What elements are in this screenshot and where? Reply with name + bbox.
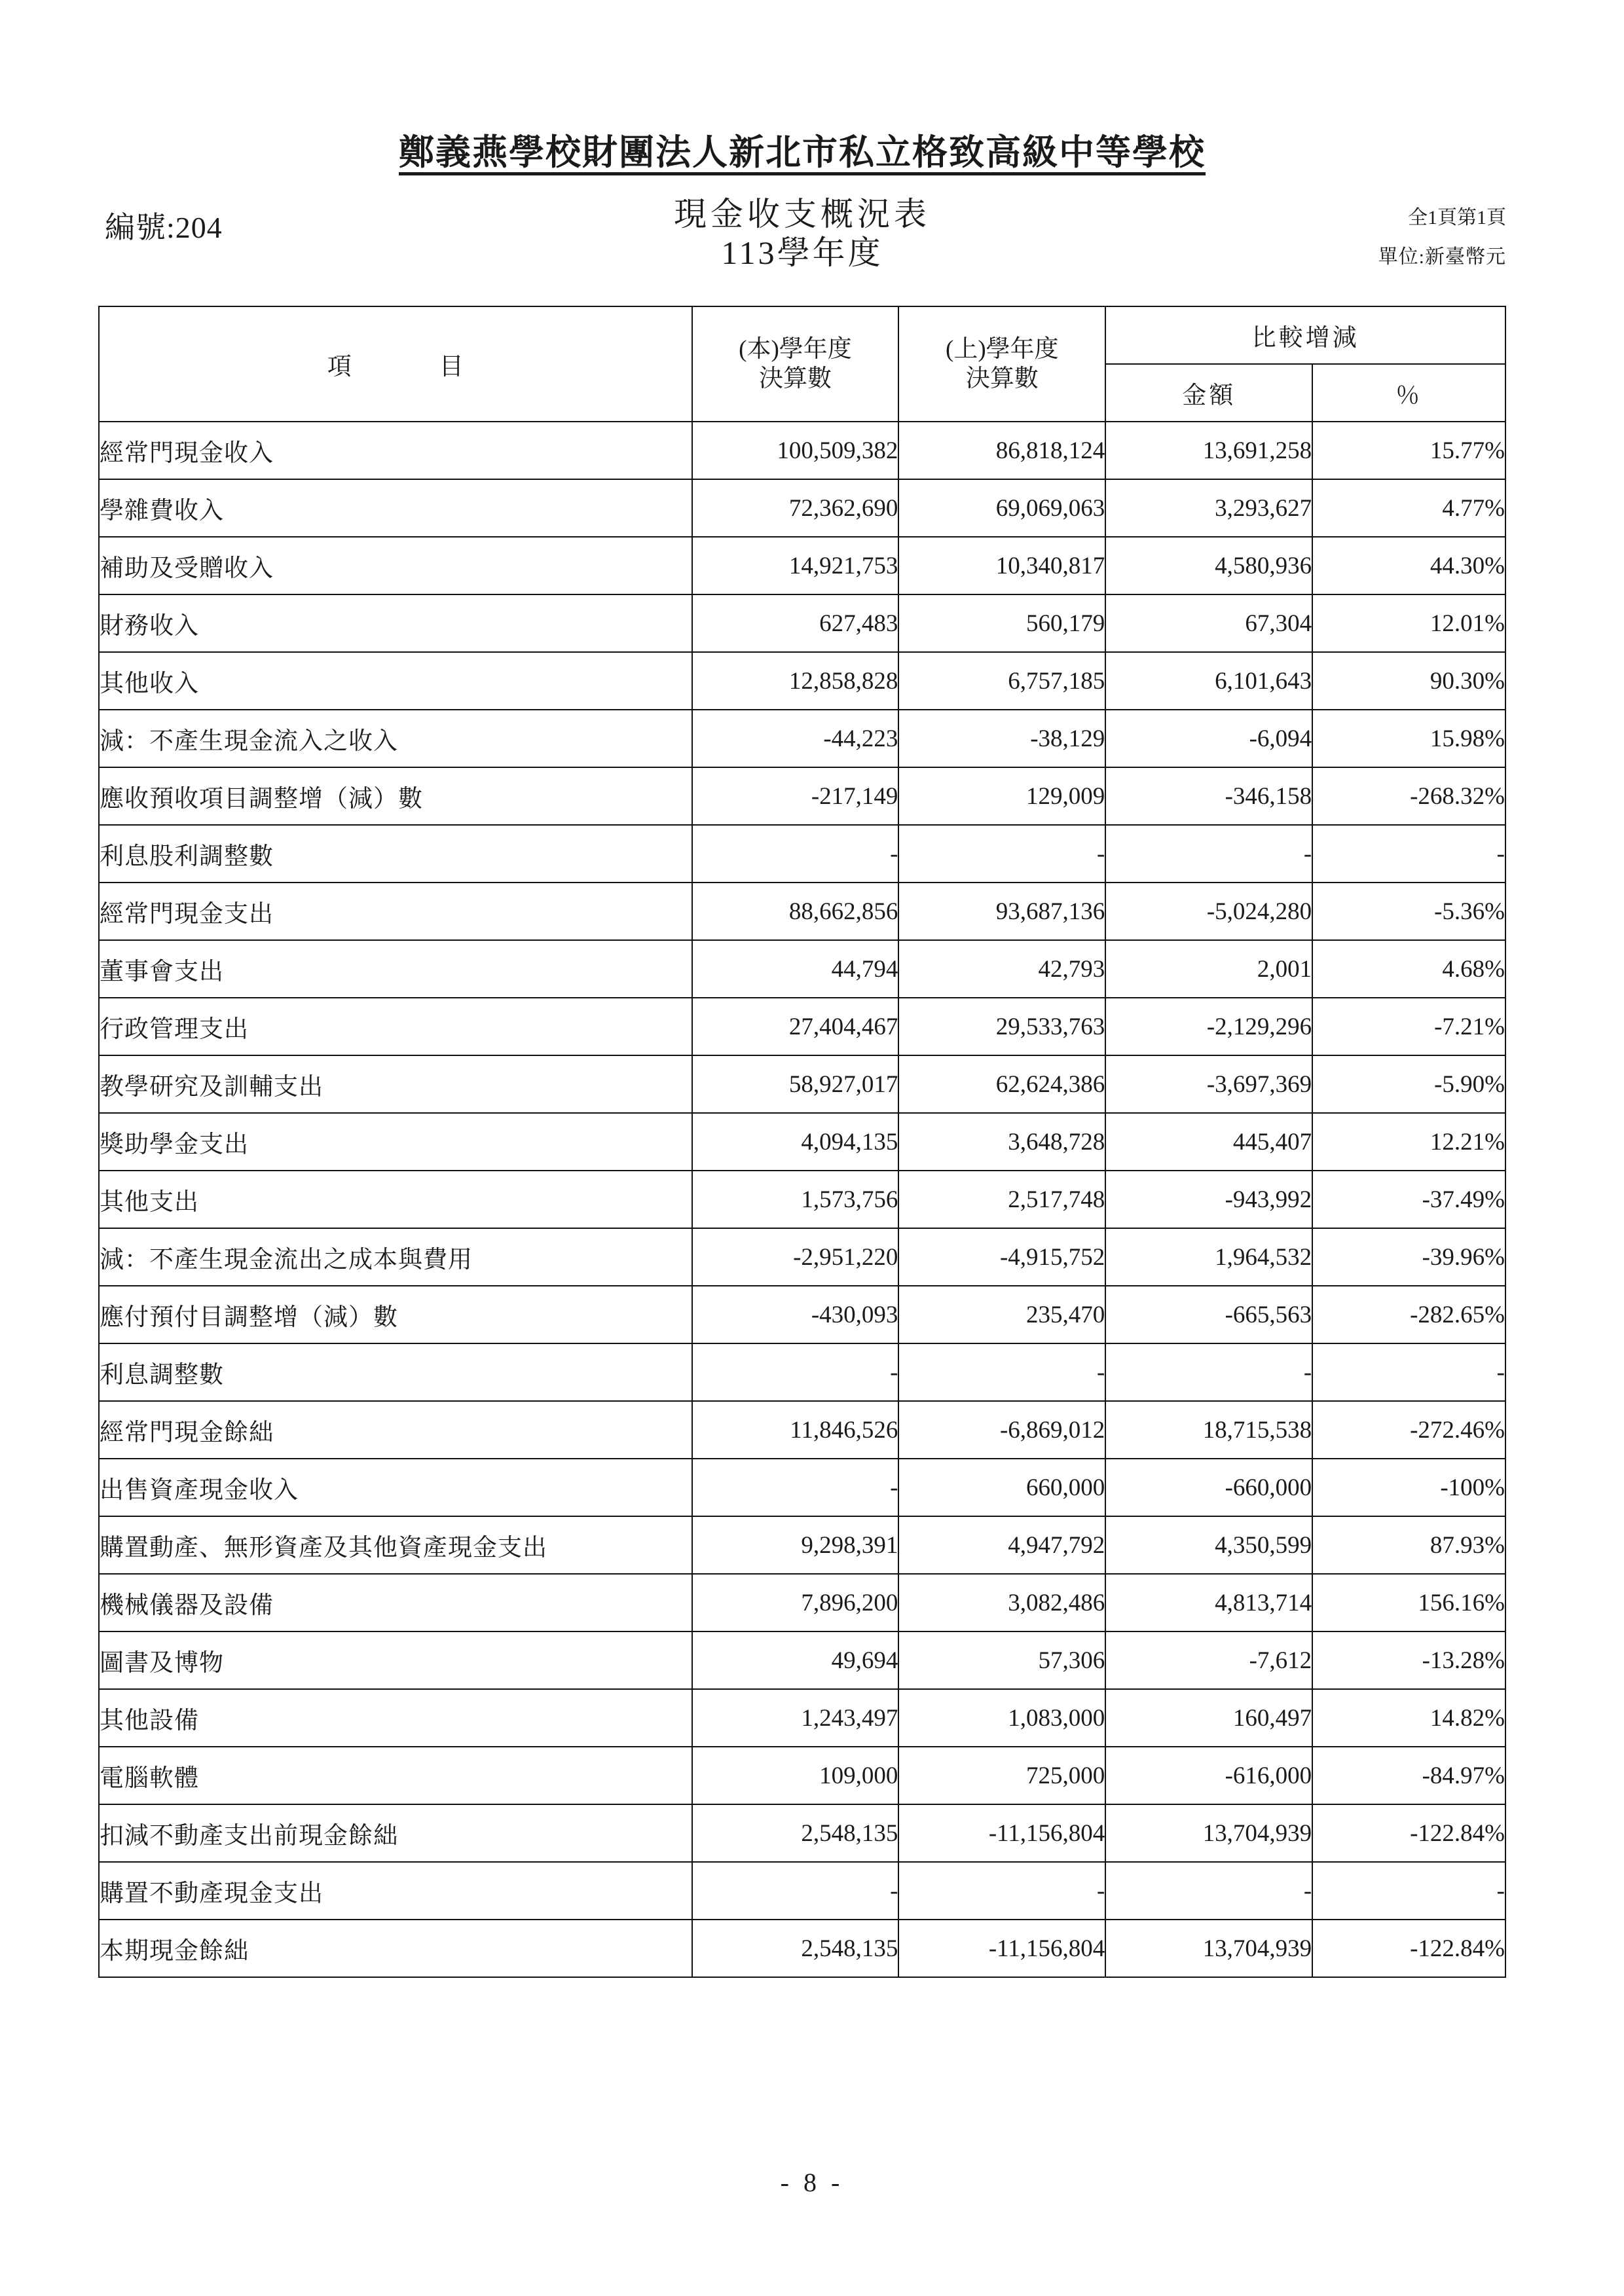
row-diff: 4,580,936 xyxy=(1105,537,1312,594)
row-current: 1,243,497 xyxy=(692,1689,899,1747)
row-current: -2,951,220 xyxy=(692,1228,899,1286)
table-row xyxy=(99,1574,1505,1631)
table-row xyxy=(99,1286,1505,1343)
table-row xyxy=(99,1113,1505,1171)
page-info: 全1頁第1頁 xyxy=(1408,207,1506,228)
row-previous: 235,470 xyxy=(898,1286,1105,1343)
row-label: 減：不產生現金流出之成本與費用 xyxy=(99,1228,692,1286)
row-label: 獎助學金支出 xyxy=(99,1113,692,1171)
row-pct: -268.32% xyxy=(1312,767,1505,825)
row-label: 電腦軟體 xyxy=(99,1747,692,1804)
table-row xyxy=(99,767,1505,825)
table-row xyxy=(99,998,1505,1055)
row-pct: -100% xyxy=(1312,1459,1505,1516)
row-pct: -7.21% xyxy=(1312,998,1505,1055)
row-label: 應付預付目調整增（減）數 xyxy=(99,1286,692,1343)
row-current: 7,896,200 xyxy=(692,1574,899,1631)
row-current: 2,548,135 xyxy=(692,1920,899,1977)
row-label: 學雜費收入 xyxy=(99,479,692,537)
year-title: 113學年度 xyxy=(721,234,883,271)
row-label: 購置動產、無形資產及其他資產現金支出 xyxy=(99,1516,692,1574)
row-diff: 13,704,939 xyxy=(1105,1920,1312,1977)
row-diff: -665,563 xyxy=(1105,1286,1312,1343)
table-row xyxy=(99,883,1505,940)
header-comparison: 比較增減 xyxy=(1105,306,1505,364)
row-diff: - xyxy=(1105,1862,1312,1920)
table-row xyxy=(99,1862,1505,1920)
row-diff: -3,697,369 xyxy=(1105,1055,1312,1113)
title-block xyxy=(98,194,1506,272)
row-current: 44,794 xyxy=(692,940,899,998)
row-previous: -11,156,804 xyxy=(898,1920,1105,1977)
row-previous: -38,129 xyxy=(898,710,1105,767)
row-pct: -272.46% xyxy=(1312,1401,1505,1459)
row-current: - xyxy=(692,1343,899,1401)
row-pct: 156.16% xyxy=(1312,1574,1505,1631)
row-diff: -2,129,296 xyxy=(1105,998,1312,1055)
row-current: -430,093 xyxy=(692,1286,899,1343)
row-label: 經常門現金收入 xyxy=(99,422,692,479)
row-previous: 86,818,124 xyxy=(898,422,1105,479)
row-current: - xyxy=(692,1862,899,1920)
row-label: 教學研究及訓輔支出 xyxy=(99,1055,692,1113)
row-previous: 3,082,486 xyxy=(898,1574,1105,1631)
row-label: 經常門現金餘絀 xyxy=(99,1401,692,1459)
table-row xyxy=(99,1171,1505,1228)
table-row xyxy=(99,1689,1505,1747)
row-label: 經常門現金支出 xyxy=(99,883,692,940)
row-label: 利息調整數 xyxy=(99,1343,692,1401)
table-row xyxy=(99,1631,1505,1689)
row-label: 應收預收項目調整增（減）數 xyxy=(99,767,692,825)
row-current: 627,483 xyxy=(692,594,899,652)
row-diff: -660,000 xyxy=(1105,1459,1312,1516)
table-row xyxy=(99,594,1505,652)
row-diff: 13,704,939 xyxy=(1105,1804,1312,1862)
row-previous: -6,869,012 xyxy=(898,1401,1105,1459)
header-meta xyxy=(1378,198,1506,277)
row-diff: -943,992 xyxy=(1105,1171,1312,1228)
row-diff: 13,691,258 xyxy=(1105,422,1312,479)
row-diff: 4,813,714 xyxy=(1105,1574,1312,1631)
row-previous: 2,517,748 xyxy=(898,1171,1105,1228)
row-diff: - xyxy=(1105,1343,1312,1401)
row-pct: -5.36% xyxy=(1312,883,1505,940)
row-pct: 90.30% xyxy=(1312,652,1505,710)
row-pct: 44.30% xyxy=(1312,537,1505,594)
header-previous-line2: 決算數 xyxy=(965,365,1039,392)
row-diff: 67,304 xyxy=(1105,594,1312,652)
row-label: 購置不動產現金支出 xyxy=(99,1862,692,1920)
row-pct: - xyxy=(1312,1862,1505,1920)
row-current: 88,662,856 xyxy=(692,883,899,940)
table-row xyxy=(99,1747,1505,1804)
row-diff: -5,024,280 xyxy=(1105,883,1312,940)
row-diff: 3,293,627 xyxy=(1105,479,1312,537)
row-pct: 12.01% xyxy=(1312,594,1505,652)
row-label: 扣減不動產支出前現金餘絀 xyxy=(99,1804,692,1862)
row-pct: -13.28% xyxy=(1312,1631,1505,1689)
header-item: 項 目 xyxy=(99,306,692,422)
document-header xyxy=(98,181,1506,306)
row-diff: -7,612 xyxy=(1105,1631,1312,1689)
row-previous: 29,533,763 xyxy=(898,998,1105,1055)
table-row xyxy=(99,479,1505,537)
row-label: 補助及受贈收入 xyxy=(99,537,692,594)
row-previous: 560,179 xyxy=(898,594,1105,652)
row-label: 行政管理支出 xyxy=(99,998,692,1055)
row-previous: 725,000 xyxy=(898,1747,1105,1804)
row-label: 本期現金餘絀 xyxy=(99,1920,692,1977)
row-pct: -122.84% xyxy=(1312,1920,1505,1977)
row-diff: 18,715,538 xyxy=(1105,1401,1312,1459)
report-title: 現金收支概況表 xyxy=(674,196,931,232)
table-row xyxy=(99,1459,1505,1516)
table-row xyxy=(99,1055,1505,1113)
row-diff: -346,158 xyxy=(1105,767,1312,825)
table-head xyxy=(99,306,1505,422)
unit-info: 單位:新臺幣元 xyxy=(1378,246,1506,268)
row-pct: 15.77% xyxy=(1312,422,1505,479)
header-previous-line1: (上)學年度 xyxy=(946,335,1059,363)
row-current: 72,362,690 xyxy=(692,479,899,537)
row-pct: -5.90% xyxy=(1312,1055,1505,1113)
row-pct: 15.98% xyxy=(1312,710,1505,767)
table-header-row-1 xyxy=(99,306,1505,364)
row-pct: 14.82% xyxy=(1312,1689,1505,1747)
cash-flow-table xyxy=(98,306,1506,1978)
row-label: 減：不產生現金流入之收入 xyxy=(99,710,692,767)
row-previous: 6,757,185 xyxy=(898,652,1105,710)
row-current: 100,509,382 xyxy=(692,422,899,479)
table-body xyxy=(99,422,1505,1977)
row-current: 11,846,526 xyxy=(692,1401,899,1459)
row-current: 109,000 xyxy=(692,1747,899,1804)
row-pct: -84.97% xyxy=(1312,1747,1505,1804)
row-previous: 93,687,136 xyxy=(898,883,1105,940)
row-previous: 129,009 xyxy=(898,767,1105,825)
row-previous: -11,156,804 xyxy=(898,1804,1105,1862)
table-row xyxy=(99,1343,1505,1401)
row-current: - xyxy=(692,1459,899,1516)
header-current-line1: (本)學年度 xyxy=(739,335,852,363)
row-diff: 2,001 xyxy=(1105,940,1312,998)
row-pct: -282.65% xyxy=(1312,1286,1505,1343)
row-current: 58,927,017 xyxy=(692,1055,899,1113)
row-previous: 42,793 xyxy=(898,940,1105,998)
row-diff: 4,350,599 xyxy=(1105,1516,1312,1574)
row-pct: 4.77% xyxy=(1312,479,1505,537)
row-diff: -616,000 xyxy=(1105,1747,1312,1804)
row-current: 12,858,828 xyxy=(692,652,899,710)
row-label: 董事會支出 xyxy=(99,940,692,998)
row-diff: - xyxy=(1105,825,1312,883)
row-label: 圖書及博物 xyxy=(99,1631,692,1689)
row-pct: - xyxy=(1312,1343,1505,1401)
row-previous: 3,648,728 xyxy=(898,1113,1105,1171)
row-previous: 57,306 xyxy=(898,1631,1105,1689)
table-row xyxy=(99,710,1505,767)
table-row xyxy=(99,1228,1505,1286)
table-row xyxy=(99,1516,1505,1574)
row-pct: 4.68% xyxy=(1312,940,1505,998)
header-current-line2: 決算數 xyxy=(758,365,832,392)
table-row xyxy=(99,652,1505,710)
row-pct: -39.96% xyxy=(1312,1228,1505,1286)
row-diff: -6,094 xyxy=(1105,710,1312,767)
row-label: 機械儀器及設備 xyxy=(99,1574,692,1631)
row-current: -44,223 xyxy=(692,710,899,767)
row-pct: -37.49% xyxy=(1312,1171,1505,1228)
row-current: 14,921,753 xyxy=(692,537,899,594)
row-current: 49,694 xyxy=(692,1631,899,1689)
row-previous: 69,069,063 xyxy=(898,479,1105,537)
table-row xyxy=(99,537,1505,594)
row-current: 9,298,391 xyxy=(692,1516,899,1574)
row-pct: 87.93% xyxy=(1312,1516,1505,1574)
header-previous-year xyxy=(898,306,1105,422)
header-percent: ％ xyxy=(1312,364,1505,422)
row-current: 27,404,467 xyxy=(692,998,899,1055)
row-label: 其他收入 xyxy=(99,652,692,710)
row-previous: 660,000 xyxy=(898,1459,1105,1516)
table-row xyxy=(99,825,1505,883)
table-row xyxy=(99,422,1505,479)
page-number: - 8 - xyxy=(780,2168,844,2197)
row-label: 財務收入 xyxy=(99,594,692,652)
header-amount: 金額 xyxy=(1105,364,1312,422)
row-current: - xyxy=(692,825,899,883)
row-previous: 1,083,000 xyxy=(898,1689,1105,1747)
row-previous: - xyxy=(898,825,1105,883)
row-diff: 160,497 xyxy=(1105,1689,1312,1747)
row-pct: -122.84% xyxy=(1312,1804,1505,1862)
row-label: 利息股利調整數 xyxy=(99,825,692,883)
row-previous: 10,340,817 xyxy=(898,537,1105,594)
row-pct: - xyxy=(1312,825,1505,883)
row-previous: - xyxy=(898,1343,1105,1401)
table-row xyxy=(99,1401,1505,1459)
header-current-year xyxy=(692,306,899,422)
row-previous: - xyxy=(898,1862,1105,1920)
organization-title: 鄭義燕學校財團法人新北市私立格致高級中等學校 xyxy=(399,133,1206,172)
row-previous: 62,624,386 xyxy=(898,1055,1105,1113)
row-current: -217,149 xyxy=(692,767,899,825)
row-current: 1,573,756 xyxy=(692,1171,899,1228)
row-diff: 1,964,532 xyxy=(1105,1228,1312,1286)
row-previous: 4,947,792 xyxy=(898,1516,1105,1574)
row-current: 4,094,135 xyxy=(692,1113,899,1171)
row-label: 出售資產現金收入 xyxy=(99,1459,692,1516)
row-current: 2,548,135 xyxy=(692,1804,899,1862)
row-diff: 6,101,643 xyxy=(1105,652,1312,710)
row-label: 其他支出 xyxy=(99,1171,692,1228)
row-diff: 445,407 xyxy=(1105,1113,1312,1171)
table-row xyxy=(99,1804,1505,1862)
row-previous: -4,915,752 xyxy=(898,1228,1105,1286)
table-row xyxy=(99,1920,1505,1977)
document-number: 編號:204 xyxy=(105,211,223,244)
row-pct: 12.21% xyxy=(1312,1113,1505,1171)
row-label: 其他設備 xyxy=(99,1689,692,1747)
table-row xyxy=(99,940,1505,998)
